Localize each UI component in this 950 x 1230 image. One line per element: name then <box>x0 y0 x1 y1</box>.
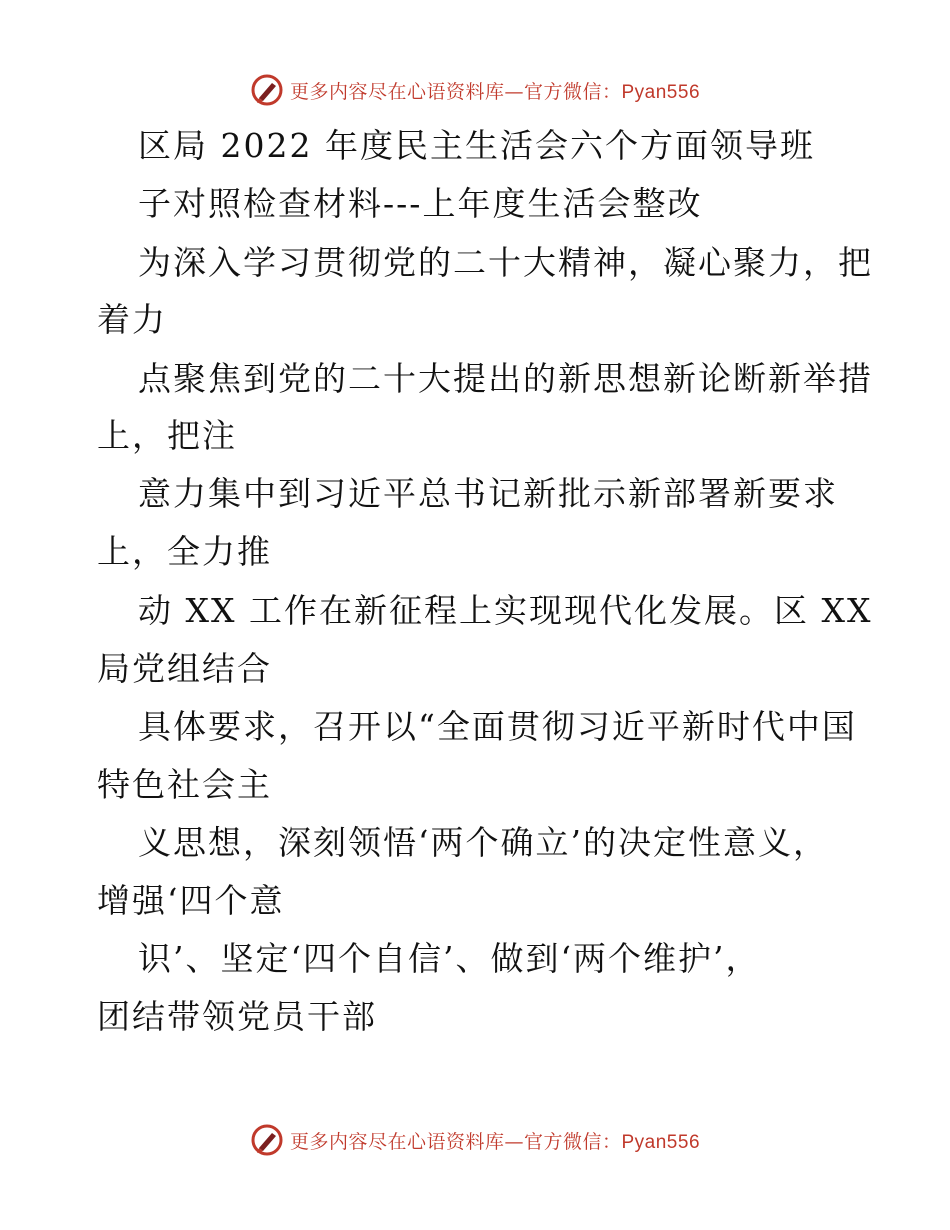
paragraph-line: 着力 <box>97 300 167 339</box>
footer-banner <box>0 1120 950 1160</box>
document-title-line-2: 子对照检查材料---上年度生活会整改 <box>138 184 703 223</box>
paragraph-line: 意力集中到习近平总书记新批示新部署新要求 <box>138 474 838 513</box>
paragraph-line: 局党组结合 <box>97 649 272 688</box>
banner-dash: — <box>504 1130 524 1153</box>
paragraph-line: 义思想，深刻领悟‘两个确立’的决定性意义， <box>138 823 828 862</box>
banner-site-text: 更多内容尽在心语资料库 <box>289 1130 505 1153</box>
paragraph-line: 为深入学习贯彻党的二十大精神，凝心聚力，把 <box>138 243 873 282</box>
paragraph-line: 团结带领党员干部 <box>97 997 377 1036</box>
paragraph-line: 上，全力推 <box>97 532 272 571</box>
banner-contact-text: 官方微信：Pyan556 <box>524 1131 701 1153</box>
paragraph-line: 增强‘四个意 <box>97 881 285 920</box>
paragraph-line: 具体要求，召开以“全面贯彻习近平新时代中国 <box>138 707 857 746</box>
paragraph-line: 特色社会主 <box>97 765 272 804</box>
paragraph-line: 上，把注 <box>97 416 237 455</box>
pen-circle-icon <box>250 1123 284 1157</box>
banner-text <box>290 77 700 104</box>
pen-circle-icon <box>250 73 284 107</box>
paragraph-line: 点聚焦到党的二十大提出的新思想新论断新举措 <box>138 359 873 398</box>
document-title-line-1: 区局 2022 年度民主生活会六个方面领导班 <box>138 126 815 165</box>
paragraph-line: 识’、坚定‘四个自信’、做到‘两个维护’， <box>138 939 761 978</box>
banner-contact-text: 官方微信：Pyan556 <box>524 81 701 103</box>
header-banner <box>0 70 950 110</box>
banner-dash: — <box>504 80 524 103</box>
banner-site-text: 更多内容尽在心语资料库 <box>289 80 505 103</box>
banner-text <box>290 1127 700 1154</box>
paragraph-line: 动 XX 工作在新征程上实现现代化发展。区 XX <box>138 591 873 630</box>
